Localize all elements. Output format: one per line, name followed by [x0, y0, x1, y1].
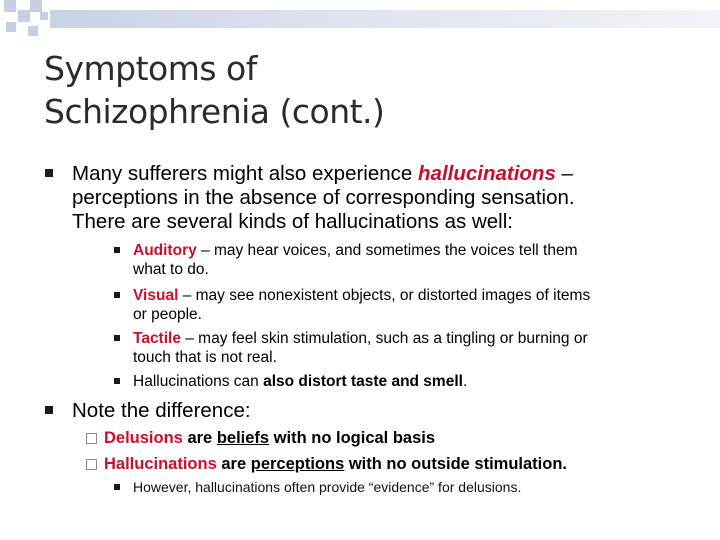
top-gradient-bar	[50, 10, 720, 28]
bullet-hallucinations-intro	[72, 162, 575, 234]
taste-emph: also distort taste and smell	[263, 373, 463, 390]
delusions-term: Delusions	[104, 429, 183, 447]
deco-square	[4, 0, 16, 12]
intro-line-2: perceptions in the absence of corresponding sensation.	[72, 186, 575, 209]
hallucinations-mid: are	[216, 455, 251, 473]
list-item-taste-smell	[133, 372, 467, 391]
auditory-text-2: what to do.	[133, 261, 209, 278]
intro-dash: –	[555, 162, 573, 185]
deco-square	[18, 10, 30, 22]
list-item-tactile	[133, 329, 588, 367]
list-item-hallucinations	[104, 454, 567, 474]
tactile-text: – may feel skin stimulation, such as a tingling or burning or	[180, 330, 588, 347]
taste-pre: Hallucinations can	[133, 373, 264, 390]
sub-bullet-icon	[114, 247, 120, 253]
tactile-term: Tactile	[133, 330, 181, 347]
bullet-square-icon	[45, 406, 53, 414]
sub-bullet-icon	[114, 292, 120, 298]
bullet-square-icon	[45, 169, 53, 177]
checkbox-icon	[86, 459, 97, 470]
sub-bullet-icon	[114, 378, 120, 384]
sub-bullet-icon	[114, 335, 120, 341]
list-item-visual	[133, 286, 590, 324]
delusions-mid: are	[182, 429, 217, 447]
title-line-2: Schizophrenia (cont.)	[44, 92, 385, 131]
intro-line-3: There are several kinds of hallucinations as well:	[72, 210, 513, 233]
page-title	[44, 47, 684, 133]
deco-square	[30, 0, 42, 12]
auditory-text: – may hear voices, and sometimes the voices tell them	[196, 242, 578, 259]
tactile-text-2: touch that is not real.	[133, 349, 277, 366]
intro-text: Many sufferers might also experience	[72, 162, 419, 185]
deco-square	[6, 22, 16, 32]
hallucinations-rest: with no outside stimulation.	[344, 455, 568, 473]
visual-term: Visual	[133, 287, 179, 304]
visual-text: – may see nonexistent objects, or distorted images of items	[178, 287, 591, 304]
list-item-auditory	[133, 241, 578, 279]
hallucinations-check-term: Hallucinations	[104, 455, 217, 473]
deco-square	[40, 12, 48, 20]
visual-text-2: or people.	[133, 306, 202, 323]
sub-bullet-icon	[114, 484, 120, 490]
title-line-1: Symptoms of	[44, 49, 257, 88]
auditory-term: Auditory	[133, 242, 197, 259]
list-item-delusions	[104, 428, 435, 448]
taste-post: .	[462, 373, 468, 390]
hallucinations-term: hallucinations	[418, 162, 556, 185]
checkbox-icon	[86, 433, 97, 444]
slide-decoration	[0, 0, 720, 40]
delusions-key: beliefs	[216, 429, 270, 447]
note-text: However, hallucinations often provide “evidence” for delusions.	[133, 479, 522, 495]
hallucinations-key: perceptions	[250, 455, 345, 473]
delusions-rest: with no logical basis	[269, 429, 436, 447]
bullet-note-difference: Note the difference:	[72, 399, 251, 422]
deco-square	[28, 26, 38, 36]
